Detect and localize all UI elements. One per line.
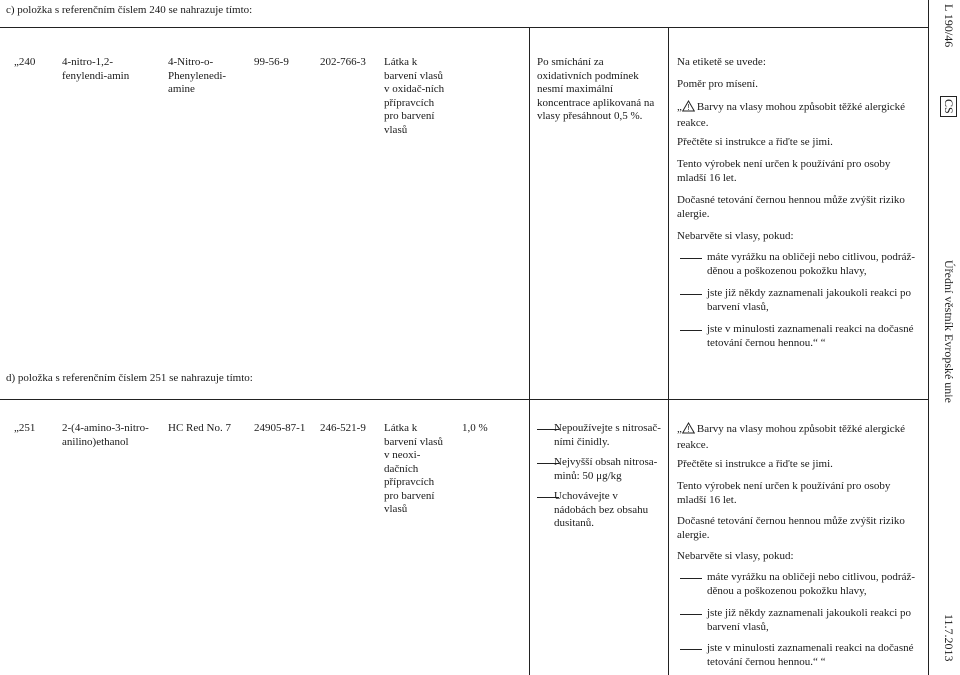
max-concentration-251: 1,0 % [462, 422, 488, 434]
warning-item-reaction-251: jste již někdy zaznamenali jakoukoli reakci po barvení vlasů, [707, 607, 912, 633]
publication-date: 11.7.2013 [942, 614, 956, 662]
col-divider [928, 0, 929, 675]
warning-item-tattoo-240: jste v minulosti zaznamenali reakci na dočasné tetování černou hennou.“ “ [707, 323, 914, 349]
section-c-heading: c) položka s referenčním číslem 240 se nahrazuje tímto: [6, 4, 253, 16]
condition-nitrosamine-251: Nejvyšší obsah nitrosa-minů: 50 μg/kg [554, 456, 658, 482]
open-quote: „ [677, 423, 682, 435]
svg-text:!: ! [687, 103, 690, 112]
warning-age-251: Tento výrobek není určen k používání pro osoby mladší 16 let. [677, 480, 891, 506]
warning-instructions-240: Přečtěte si instrukce a řiďte se jimi. [677, 136, 833, 148]
conditions-240: Po smíchání za oxidativních podmínek nesmí maximální koncentrace aplikovaná na vlasy přesáhnout 0,5 %. [537, 56, 655, 122]
open-quote: „ [677, 101, 682, 113]
warning-age-240: Tento výrobek není určen k používání pro osoby mladší 16 let. [677, 158, 891, 184]
dash [680, 649, 702, 650]
chemical-name-240: 4-nitro-1,2-fenylendi-amin [62, 56, 130, 82]
warning-allergy-240 [677, 100, 915, 130]
journal-title: Úřední věstník Evropské unie [942, 260, 956, 403]
dash [680, 294, 702, 295]
warning-mix-240: Poměr pro mísení. [677, 78, 758, 90]
warning-instructions-251: Přečtěte si instrukce a řiďte se jimi. [677, 458, 833, 470]
use-240: Látka k barvení vlasů v oxidač-ních přípravcích pro barvení vlasů [384, 56, 445, 136]
dash [680, 614, 702, 615]
mid-rule [0, 399, 928, 400]
ec-240: 202-766-3 [320, 56, 366, 68]
warning-dont-dye-240: Nebarvěte si vlasy, pokud: [677, 230, 794, 242]
language-code: CS [940, 96, 957, 117]
warning-henna-251: Dočasné tetování černou hennou může zvýšit riziko alergie. [677, 515, 905, 541]
dash [680, 578, 702, 579]
inn-name-251: HC Red No. 7 [168, 422, 231, 434]
use-251: Látka k barvení vlasů v neoxi-dačních přípravcích pro barvení vlasů [384, 422, 443, 515]
section-d-heading: d) položka s referenčním číslem 251 se nahrazuje tímto: [6, 372, 253, 384]
col-divider [668, 27, 669, 675]
chemical-name-251: 2-(4-amino-3-nitro-anilino)ethanol [62, 422, 149, 448]
ref-240: „240 [14, 56, 36, 68]
warning-item-rash-240: máte vyrážku na obličeji nebo citlivou, podráž-děnou a poškozenou pokožku hlavy, [707, 251, 916, 277]
cas-251: 24905-87-1 [254, 422, 306, 434]
warning-henna-240: Dočasné tetování černou hennou může zvýšit riziko alergie. [677, 194, 905, 220]
warning-allergy-251 [677, 422, 915, 452]
warning-triangle-icon [682, 100, 695, 117]
cas-240: 99-56-9 [254, 56, 289, 68]
warning-item-rash-251: máte vyrážku na obličeji nebo citlivou, podráž-děnou a poškozenou pokožku hlavy, [707, 571, 916, 597]
allergy-text: Barvy na vlasy mohou způsobit těžké alergické reakce. [677, 423, 906, 451]
dash [680, 330, 702, 331]
col-divider [529, 27, 530, 675]
page-number: L 190/46 [942, 4, 956, 48]
dash [680, 258, 702, 259]
condition-nitrosating-251: Nepoužívejte s nitrosač-ními činidly. [554, 422, 661, 448]
warning-item-reaction-240: jste již někdy zaznamenali jakoukoli reakci po barvení vlasů, [707, 287, 912, 313]
warning-triangle-icon [682, 422, 695, 439]
warning-dont-dye-251: Nebarvěte si vlasy, pokud: [677, 550, 794, 562]
warning-intro-240: Na etiketě se uvede: [677, 56, 766, 68]
allergy-text: Barvy na vlasy mohou způsobit těžké alergické reakce. [677, 101, 906, 129]
warning-item-tattoo-251: jste v minulosti zaznamenali reakci na dočasné tetování černou hennou.“ “ [707, 642, 914, 668]
condition-container-251: Uchovávejte v nádobách bez obsahu dusitanů. [554, 490, 649, 529]
top-rule [0, 27, 928, 28]
svg-text:!: ! [687, 425, 690, 434]
ref-251: „251 [14, 422, 36, 434]
ec-251: 246-521-9 [320, 422, 366, 434]
inn-name-240: 4-Nitro-o-Phenylenedi-amine [168, 56, 227, 95]
